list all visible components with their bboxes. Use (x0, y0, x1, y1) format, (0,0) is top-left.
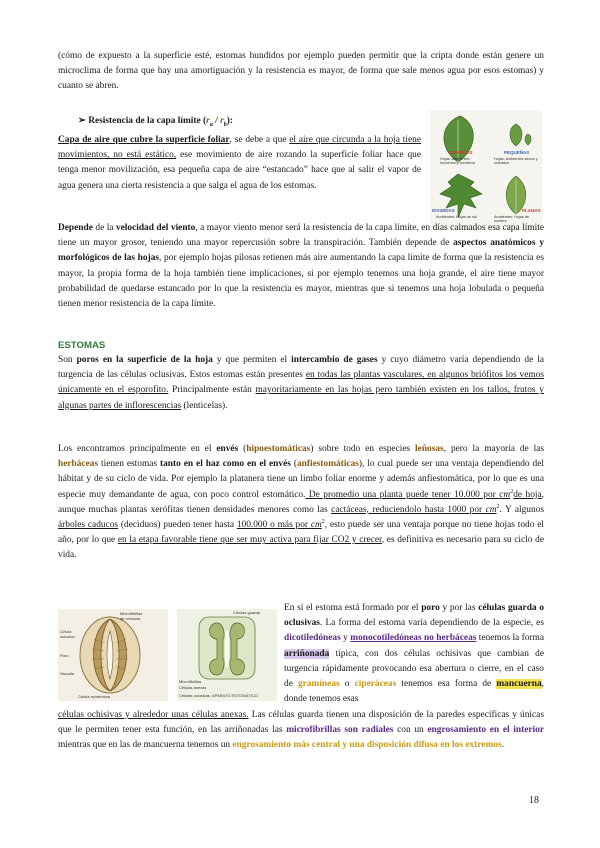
label-de-celulosa: de celulosa (120, 616, 141, 621)
caption-divididas: Ambientes: Hojas de sol (436, 215, 477, 219)
boundary-paragraph-1: Capa de aire que cubre la superficie foliar, se debe a que el aire que circunda a la hoja tiene movimientos, no está estático, ese movimiento de aire rozando la superficie foliar hace que tenga menor movilización, esa pequeña capa de aire “estancado” hace que al salir el vapor de agua genera una cierta resistencia a que salga el agua de los estomas. (58, 135, 421, 191)
intro-paragraph (58, 49, 544, 95)
label-celulas-anexas: Células anexas (179, 685, 207, 690)
boundary-heading: ➢ Resistencia de la capa límite $(r_a / r_b)$: (78, 116, 234, 128)
label-celulas-guarda: Células guarda (233, 610, 260, 615)
stomata-paragraph-1: Son poros en la superficie de la hoja y que permiten el intercambio de gases y cuyo diámetro varía dependiendo de la turgencia de las células oclusivas. Estos estomas están presentes en todas las plantas vasculares, en algunos briófitos los vemos únicamente en el esporofito. Principalmente están mayoritariamente en las hojas pero también existen en los tallos, frutos y algunas partes de inflorescencias (lenticelas). (58, 355, 545, 411)
arrow-bullet-icon: ➢ (78, 116, 86, 126)
leaf-morphology-figure (430, 110, 542, 230)
stomata-heading: ESTOMAS (58, 340, 106, 351)
label-microfibrillas-2: Microfibrillas (179, 679, 202, 684)
label-divididas: DIVIDIDAS (432, 208, 455, 213)
caption-planas: Ambientes: Hojas de sombra (494, 215, 530, 224)
stomata-paragraph-3b: células ochisivas y alrededor unas células anexas. Las células guarda tienen una disposición de la paredes específicas y únicas que le permiten tener esta función, en las arriñonadas las microfibrillas son radiales con un engrosamiento en el interior mientras que en las de mancuerna tenemos un engrosamiento más central y una disposición difusa en los extremos. (58, 710, 544, 751)
label-microfibrillas: Microfibrillas (120, 611, 143, 616)
kidney-stoma-figure (58, 609, 168, 701)
caption-aparato-estomatico: Células oclusivas, APARATO ESTOMÁTICO (179, 693, 258, 698)
label-planas: PLANAS (522, 208, 541, 213)
label-pequenas: PEQUEÑAS (504, 150, 530, 155)
stomata-paragraph-2: Los encontramos principalmente en el envés (hipoestomáticas) sobre todo en especies leñosas, pero la mayoría de las herbáceas tienen estomas tanto en el haz como en el envés (anfiestomáticas), lo cual puede ser una ventaja dependiendo del hábitat y de su ciclo de vida. Por ejemplo la platanera tiene un limbo foliar enorme y además anfiestomática, por lo que es una especie muy demandante de agua, con poco control estomático. De promedio una planta puede tener 10.000 por $cm^2de$ hoja, aunque muchas plantas xerófitas tienen densidades menores como las cactáceas, reduciendolo hasta 1000 por $cm^2$. Y algunos árboles caducos (deciduos) pueden tener hasta 100.000 o más por $cm^2$, esto puede ser una ventaja porque no tiene hojas todo el año, por lo que en la etapa favorable tiene que ser muy activa para fijar CO2 y crecer, es definitiva es necesario para su ciclo de vida. (58, 444, 544, 561)
label-celula-epidermica: Célula epidérmica (78, 694, 111, 699)
label-oclusiva: oclusiva (60, 634, 75, 639)
boundary-paragraph-2: Depende de la velocidad del viento, a mayor viento menor será la resistencia de la capa límite, en días calmados esa capa límite tiene un mayor grosor, teniendo una mayor repercusión sobre la transpiración. También depende de aspectos anatómicos y morfológicos de las hojas, por ejemplo hojas pilosas retienen más aire aumentando la capa límite de forma que la resistencia es mayor, la propia forma de la hoja también tiene implicaciones, si por ejemplo tenemos una hoja grande, el aire tiene mayor probabilidad de quedarse estancado por lo que la resistencia es mayor, mientras que si tenemos una hoja lobulada o pequeña tienen menor resistencia de la capa límite. (58, 223, 545, 310)
label-grandes: GRANDES (450, 150, 473, 155)
page-number: 18 (529, 795, 539, 806)
dumbbell-stoma-figure (177, 609, 277, 701)
stomata-paragraph-3: En sí el estoma está formado por el poro y por las células guarda o oclusivas. La forma del estoma varía dependiendo de la especie, es dicotiledóneas y monocotiledóneas no herbáceas tenemos la forma arriñonada típica, con dos células ochisivas que cambian de turgencia rápidamente provocando esa abertura o cierre, en el caso de gramíneas o ciperáceas tenemos esa forma de mancuerna, donde tenemos esas (284, 603, 545, 705)
label-vacuola: Vacuola (60, 671, 75, 676)
intro-text: (cómo de expuesto a la superficie esté, estomas hundidos por ejemplo pueden permitir que la cripta donde están genere un microclima de forma que hay una amortiguación y la resistencia es mayor, de forma que sale menos agua por esos estomas) y cuanto se abren. (58, 51, 544, 92)
label-poro: Poro (60, 653, 69, 658)
kidney-stoma-drawing (58, 609, 168, 701)
caption-grandes: Hojas: Ambientes húmedos y sombríos (440, 157, 476, 166)
caption-pequenas: Hojas: Ambientes secos y soleados (494, 157, 538, 166)
label-celula: Célula (60, 629, 72, 634)
